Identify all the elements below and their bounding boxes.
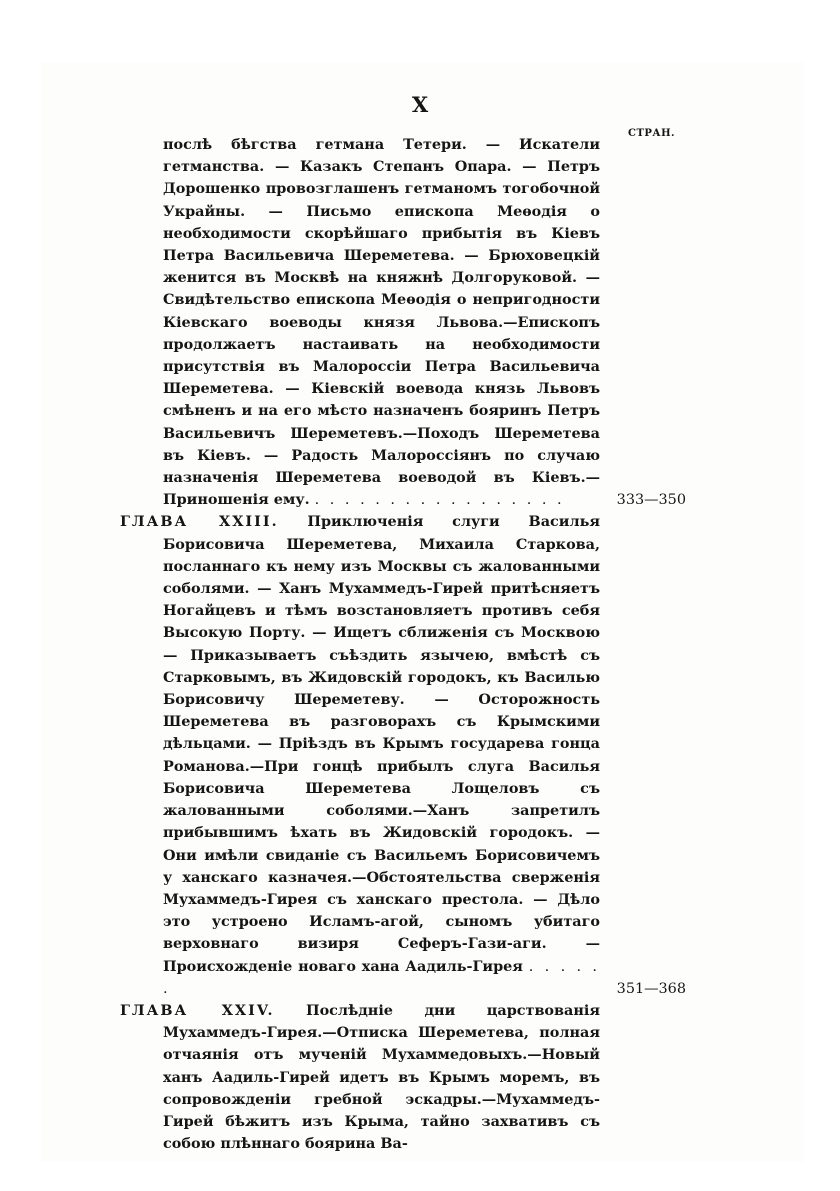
page-range: 351—368: [616, 980, 686, 997]
leader-dots: . . . . . .: [163, 958, 600, 997]
entry-summary: послѣ бѣгства гетмана Тетери. — Искатели гетманства. — Казакъ Степанъ Опара. — Петръ Дорошенко провозглашенъ гетманомъ тогобочной Украйны. — Письмо епископа Меѳодія о необходимости скорѣйшаго прибытія въ Кіевъ Петра Васильевича Шереметева. — Брюховецкій женится въ Москвѣ на княжнѣ Долгоруковой. — Свидѣтельство епископа Меѳодія о непригодности Кіевскаго воеводы князя Львова.—Епископъ продолжаетъ настаивать на необходимости присутствія въ Малороссіи Петра Васильевича Шереметева. — Кіевскій воевода князь Львовъ смѣненъ и на его мѣсто назначенъ бояринъ Петръ Васильевичъ Шереметевъ.—Походъ Шереметева въ Кіевъ. — Радость Малороссіянъ по случаю назначенія Шереметева воеводой въ Кіевъ.—Приношенія ему.: [163, 136, 600, 509]
entry-summary: Послѣдніе дни царствованія Мухаммедъ-Гирея.—Отписка Шереметева, полная отчаянія отъ мученій Мухаммедовыхъ.—Новый ханъ Аадиль-Гирей идетъ въ Крымъ моремъ, въ сопровожденіи гребной эскадры.—Мухаммедъ-Гирей бѣжитъ изъ Крыма, тайно захвативъ съ собою плѣннаго боярина Ва-: [163, 1001, 600, 1153]
page-range: 333—350: [616, 492, 686, 509]
entry-summary: Приключенія слуги Василья Борисовича Шереметева, Михаила Старкова, посланнаго къ нему изъ Москвы съ жалованными соболями. — Ханъ Мухаммедъ-Гирей притѣсняетъ Ногайцевъ и тѣмъ возстановляетъ противъ себя Высокую Порту. — Ищетъ сближенія съ Москвою — Приказываетъ съѣздить язычею, вмѣстѣ съ Старковымъ, въ Жидовскій городокъ, къ Василью Борисовичу Шереметеву. — Осторожность Шереметева въ разговорахъ съ Крымскими дѣльцами. — Пріѣздъ въ Крымъ государева гонца Романова.—При гонцѣ прибылъ слуга Василья Борисовича Шереметева Лощеловъ съ жалованными соболями.—Ханъ запретилъ прибывшимъ ѣхать въ Жидовскій городокъ. — Они имѣли свиданіе съ Васильемъ Борисовичемъ у ханскаго казначея.—Обстоятельства сверженія Мухаммедъ-Гирея съ ханскаго престола. — Дѣло это устроено Исламъ-агой, сыномъ убитаго верховнаго визиря Сеферъ-Гази-аги. — Происхожденіе новаго хана Аадиль-Гирея: [163, 513, 600, 975]
toc-entry-chapter-xxiii: [120, 511, 686, 999]
toc-entry-chapter-xxii-continued: [120, 134, 686, 511]
pages-column-label: СТРАН.: [628, 128, 675, 139]
toc-entry-text: [120, 134, 600, 511]
table-of-contents: [120, 134, 686, 1155]
chapter-label: ГЛАВА XXIV.: [120, 1001, 275, 1019]
toc-entry-chapter-xxiv: [120, 1000, 600, 1155]
chapter-label: ГЛАВА XXIII.: [120, 513, 279, 531]
page-number: X: [411, 92, 429, 117]
leader-dots: . . . . . . . . . . . . . . . . .: [314, 492, 565, 509]
toc-entry-text: [120, 1000, 600, 1155]
toc-entry-text: [120, 511, 600, 999]
